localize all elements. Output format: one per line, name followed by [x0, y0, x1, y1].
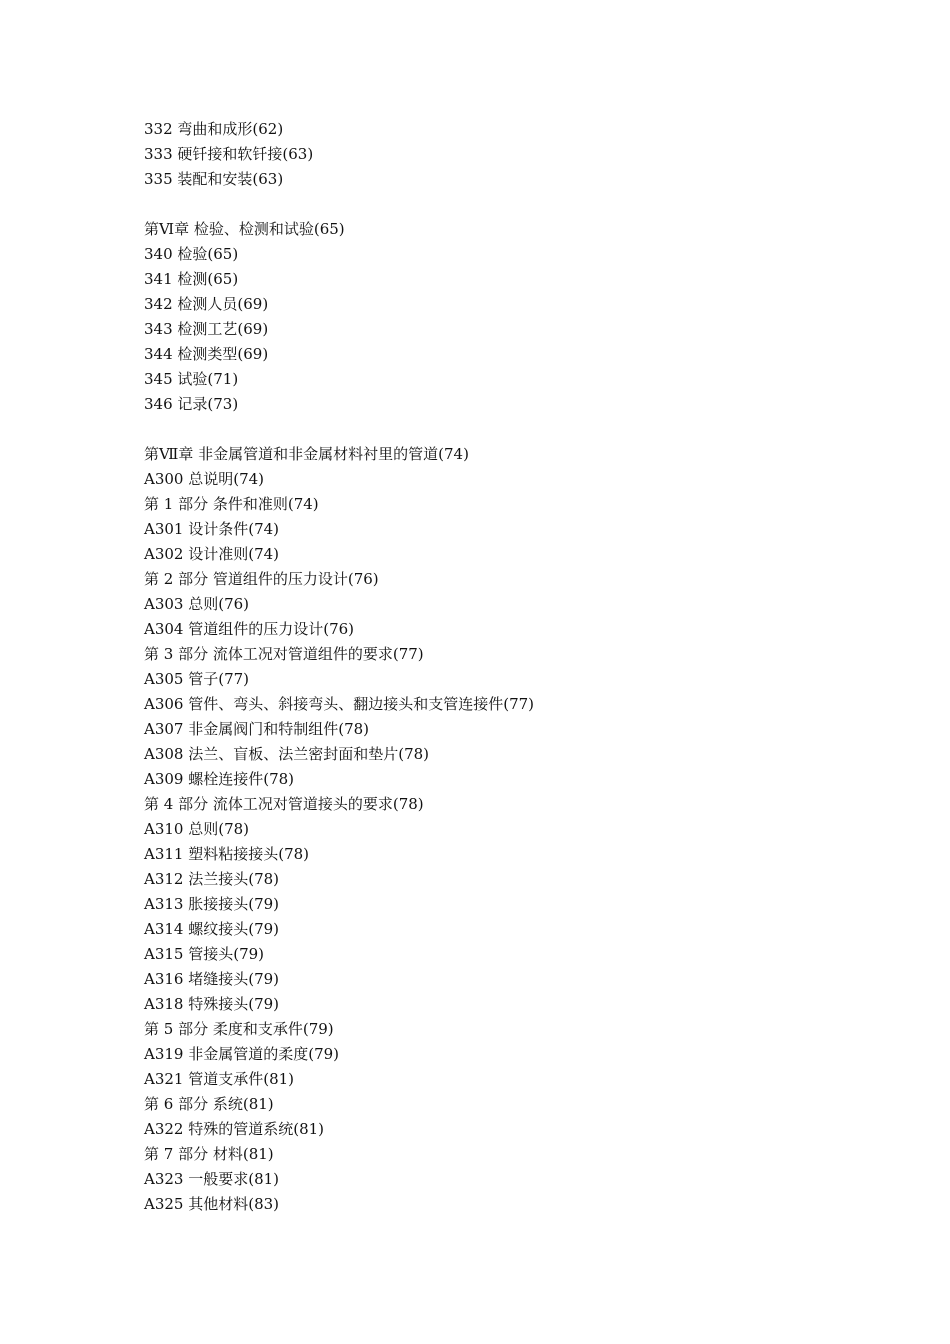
toc-entry: 333 硬钎接和软钎接(63): [144, 145, 314, 163]
toc-entry: 345 试验(71): [144, 370, 239, 388]
toc-entry: A323 一般要求(81): [144, 1170, 280, 1188]
toc-entry: A304 管道组件的压力设计(76): [144, 620, 355, 638]
table-of-contents: [144, 117, 534, 1217]
part-heading: 第 1 部分 条件和准则(74): [144, 495, 319, 513]
toc-entry: 341 检测(65): [144, 270, 239, 288]
part-heading: 第 6 部分 系统(81): [144, 1095, 274, 1113]
toc-entry: 340 检验(65): [144, 245, 239, 263]
toc-entry: A308 法兰、盲板、法兰密封面和垫片(78): [144, 745, 430, 763]
part-heading: 第 5 部分 柔度和支承件(79): [144, 1020, 334, 1038]
part-heading: 第 7 部分 材料(81): [144, 1145, 274, 1163]
toc-entry: A321 管道支承件(81): [144, 1070, 295, 1088]
toc-entry: 335 装配和安装(63): [144, 170, 284, 188]
toc-entry: A315 管接头(79): [144, 945, 265, 963]
toc-entry: 342 检测人员(69): [144, 295, 269, 313]
toc-entry: A303 总则(76): [144, 595, 250, 613]
toc-entry: A309 螺栓连接件(78): [144, 770, 295, 788]
toc-entry: A311 塑料粘接接头(78): [144, 845, 310, 863]
part-heading: 第 4 部分 流体工况对管道接头的要求(78): [144, 795, 424, 813]
section-gap: [144, 417, 534, 442]
toc-entry: A307 非金属阀门和特制组件(78): [144, 720, 370, 738]
toc-entry: A325 其他材料(83): [144, 1195, 280, 1213]
toc-entry: 346 记录(73): [144, 395, 239, 413]
toc-entry: A313 胀接接头(79): [144, 895, 280, 913]
toc-entry: 344 检测类型(69): [144, 345, 269, 363]
chapter-heading: 第Ⅵ章 检验、检测和试验(65): [144, 220, 345, 238]
toc-entry: A310 总则(78): [144, 820, 250, 838]
toc-entry: A302 设计准则(74): [144, 545, 280, 563]
toc-entry: A306 管件、弯头、斜接弯头、翻边接头和支管连接件(77): [144, 695, 535, 713]
toc-entry: 343 检测工艺(69): [144, 320, 269, 338]
part-heading: 第 2 部分 管道组件的压力设计(76): [144, 570, 379, 588]
toc-entry: A314 螺纹接头(79): [144, 920, 280, 938]
chapter-heading: 第Ⅶ章 非金属管道和非金属材料衬里的管道(74): [144, 445, 469, 463]
toc-entry: 332 弯曲和成形(62): [144, 120, 284, 138]
toc-entry: A318 特殊接头(79): [144, 995, 280, 1013]
toc-entry: A319 非金属管道的柔度(79): [144, 1045, 340, 1063]
toc-entry: A312 法兰接头(78): [144, 870, 280, 888]
section-gap: [144, 192, 534, 217]
toc-entry: A301 设计条件(74): [144, 520, 280, 538]
toc-entry: A322 特殊的管道系统(81): [144, 1120, 325, 1138]
part-heading: 第 3 部分 流体工况对管道组件的要求(77): [144, 645, 424, 663]
toc-entry: A305 管子(77): [144, 670, 250, 688]
toc-entry: A316 堵缝接头(79): [144, 970, 280, 988]
toc-entry: A300 总说明(74): [144, 470, 265, 488]
